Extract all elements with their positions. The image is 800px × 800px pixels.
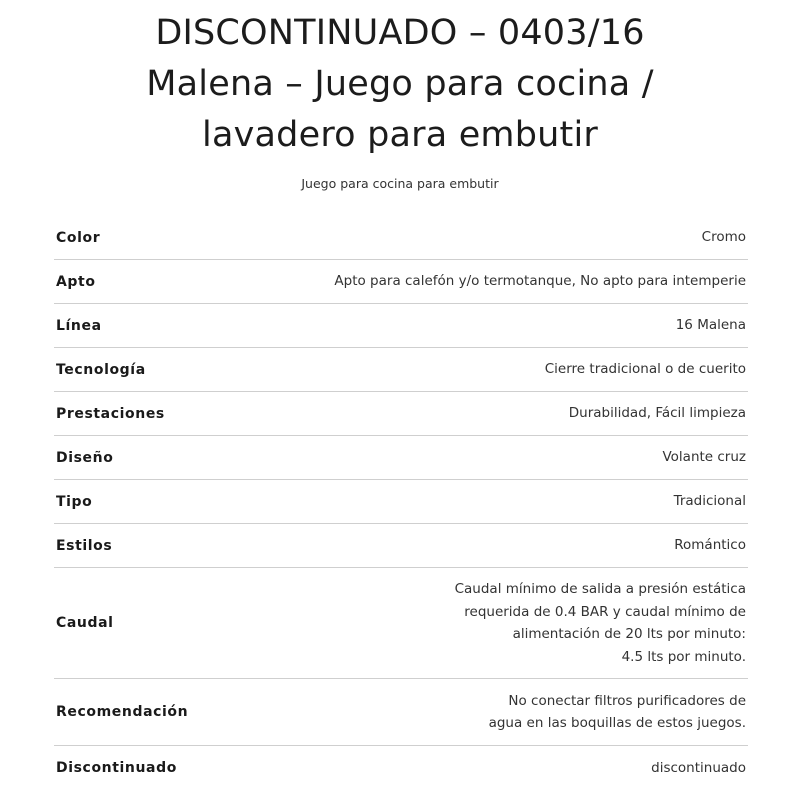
spec-label: Línea [56, 317, 102, 334]
spec-row-tecnologia [54, 348, 748, 392]
page-title-line-2: Malena – Juego para cocina / [146, 64, 654, 104]
spec-row-prestaciones [54, 392, 748, 436]
spec-value: 16 Malena [675, 317, 746, 334]
spec-value: Cierre tradicional o de cuerito [544, 361, 746, 378]
spec-row-apto [54, 260, 748, 304]
page-title [40, 8, 760, 161]
spec-value-line: alimentación de 20 lts por minuto: [512, 626, 746, 642]
spec-value-line: 4.5 lts por minuto. [621, 648, 746, 665]
spec-value: discontinuado [651, 759, 746, 776]
spec-value [455, 578, 748, 668]
spec-value: Romántico [674, 537, 746, 554]
spec-value: Tradicional [673, 493, 746, 510]
spec-row-diseno [54, 436, 748, 480]
spec-value: Volante cruz [662, 449, 746, 466]
spec-label: Apto [56, 273, 96, 290]
spec-label: Diseño [56, 449, 114, 466]
spec-value-line: Caudal mínimo de salida a presión estática [454, 581, 746, 597]
page-title-line-3: lavadero para embutir [202, 115, 598, 155]
spec-label: Caudal [56, 615, 114, 631]
spec-label: Tecnología [56, 361, 146, 378]
product-subtitle: Juego para cocina para embutir [301, 176, 499, 191]
spec-label: Color [56, 229, 101, 246]
spec-value [489, 690, 748, 735]
spec-row-tipo [54, 480, 748, 524]
spec-label: Recomendación [56, 704, 189, 720]
spec-row-linea [54, 304, 748, 348]
spec-value: Cromo [701, 229, 746, 246]
spec-label: Discontinuado [56, 760, 177, 776]
spec-label: Tipo [56, 493, 93, 510]
page-title-line-1: DISCONTINUADO – 0403/16 [155, 13, 645, 53]
spec-value: Durabilidad, Fácil limpieza [568, 405, 746, 422]
spec-row-recomendacion [54, 679, 748, 746]
spec-label: Prestaciones [56, 405, 165, 422]
spec-value: Apto para calefón y/o termotanque, No apto para intemperie [334, 273, 746, 290]
spec-label: Estilos [56, 537, 113, 554]
spec-value-line: No conectar filtros purificadores de [508, 692, 746, 709]
spec-row-discontinuado [54, 746, 748, 790]
spec-value-line: requerida de 0.4 BAR y caudal mínimo de [464, 603, 746, 620]
spec-value-line: agua en las boquillas de estos juegos. [488, 715, 746, 731]
spec-row-caudal [54, 568, 748, 679]
spec-row-color [54, 216, 748, 260]
spec-row-estilos [54, 524, 748, 568]
spec-table [54, 216, 748, 790]
